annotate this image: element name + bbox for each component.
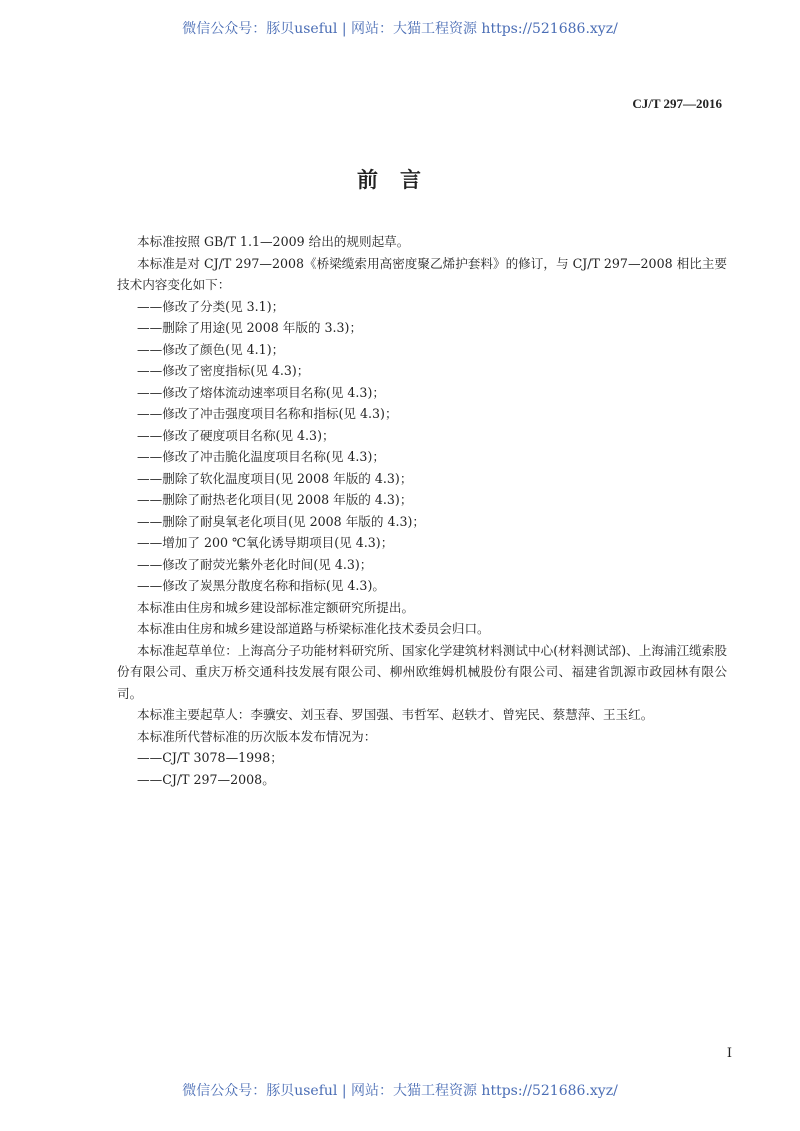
paragraph: 本标准起草单位：上海高分子功能材料研究所、国家化学建筑材料测试中心(材料测试部)、上海浦江缆索股份有限公司、重庆万桥交通科技发展有限公司、柳州欧维姆机械股份有限公司、福建省凯源市政园林有限公司。 <box>117 642 727 701</box>
paragraph: 本标准是对 CJ/T 297—2008《桥梁缆索用高密度聚乙烯护套料》的修订，与 CJ/T 297—2008 相比主要技术内容变化如下： <box>117 255 727 292</box>
preface-body <box>117 231 727 790</box>
list-item: ——CJ/T 3078—1998； <box>137 750 283 765</box>
list-item: ——修改了耐荧光紫外老化时间(见 4.3)； <box>137 556 373 572</box>
list-item: ——修改了冲击脆化温度项目名称(见 4.3)； <box>137 449 385 464</box>
list-item: ——修改了颜色(见 4.1)； <box>137 341 285 357</box>
list-item: ——修改了冲击强度项目名称和指标(见 4.3)； <box>137 406 398 421</box>
list-item: ——删除了耐臭氧老化项目(见 2008 年版的 4.3)； <box>137 513 426 529</box>
list-item: ——修改了分类(见 3.1)； <box>137 298 285 314</box>
page-title: 前言 <box>357 168 443 192</box>
list-item: ——修改了密度指标(见 4.3)； <box>137 363 310 378</box>
list-item: ——删除了软化温度项目(见 2008 年版的 4.3)； <box>137 470 413 486</box>
page-number: I <box>726 1046 732 1061</box>
paragraph: 本标准由住房和城乡建设部标准定额研究所提出。 <box>137 599 415 615</box>
standard-code: CJ/T 297—2016 <box>632 96 722 111</box>
list-item: ——CJ/T 297—2008。 <box>137 771 275 787</box>
paragraph: 本标准主要起草人：李骥安、刘玉春、罗国强、韦哲军、赵轶才、曾宪民、蔡慧萍、王玉红。 <box>137 707 654 722</box>
list-item: ——修改了硬度项目名称(见 4.3)； <box>137 427 335 443</box>
paragraph: 本标准由住房和城乡建设部道路与桥梁标准化技术委员会归口。 <box>137 621 490 636</box>
list-item: ——删除了耐热老化项目(见 2008 年版的 4.3)； <box>137 492 413 507</box>
watermark-top: 微信公众号：豚贝useful | 网站：大猫工程资源 https://521686.xyz/ <box>182 21 618 37</box>
paragraph: 本标准按照 GB/T 1.1—2009 给出的规则起草。 <box>137 234 410 249</box>
paragraph: 本标准所代替标准的历次版本发布情况为： <box>137 728 377 744</box>
list-item: ——修改了熔体流动速率项目名称(见 4.3)； <box>137 384 385 400</box>
list-item: ——删除了用途(见 2008 年版的 3.3)； <box>137 320 363 335</box>
list-item: ——修改了炭黑分散度名称和指标(见 4.3)。 <box>137 578 385 593</box>
list-item: ——增加了 200 ℃氧化诱导期项目(见 4.3)； <box>137 535 394 550</box>
watermark-bottom: 微信公众号：豚贝useful | 网站：大猫工程资源 https://521686.xyz/ <box>182 1083 618 1099</box>
